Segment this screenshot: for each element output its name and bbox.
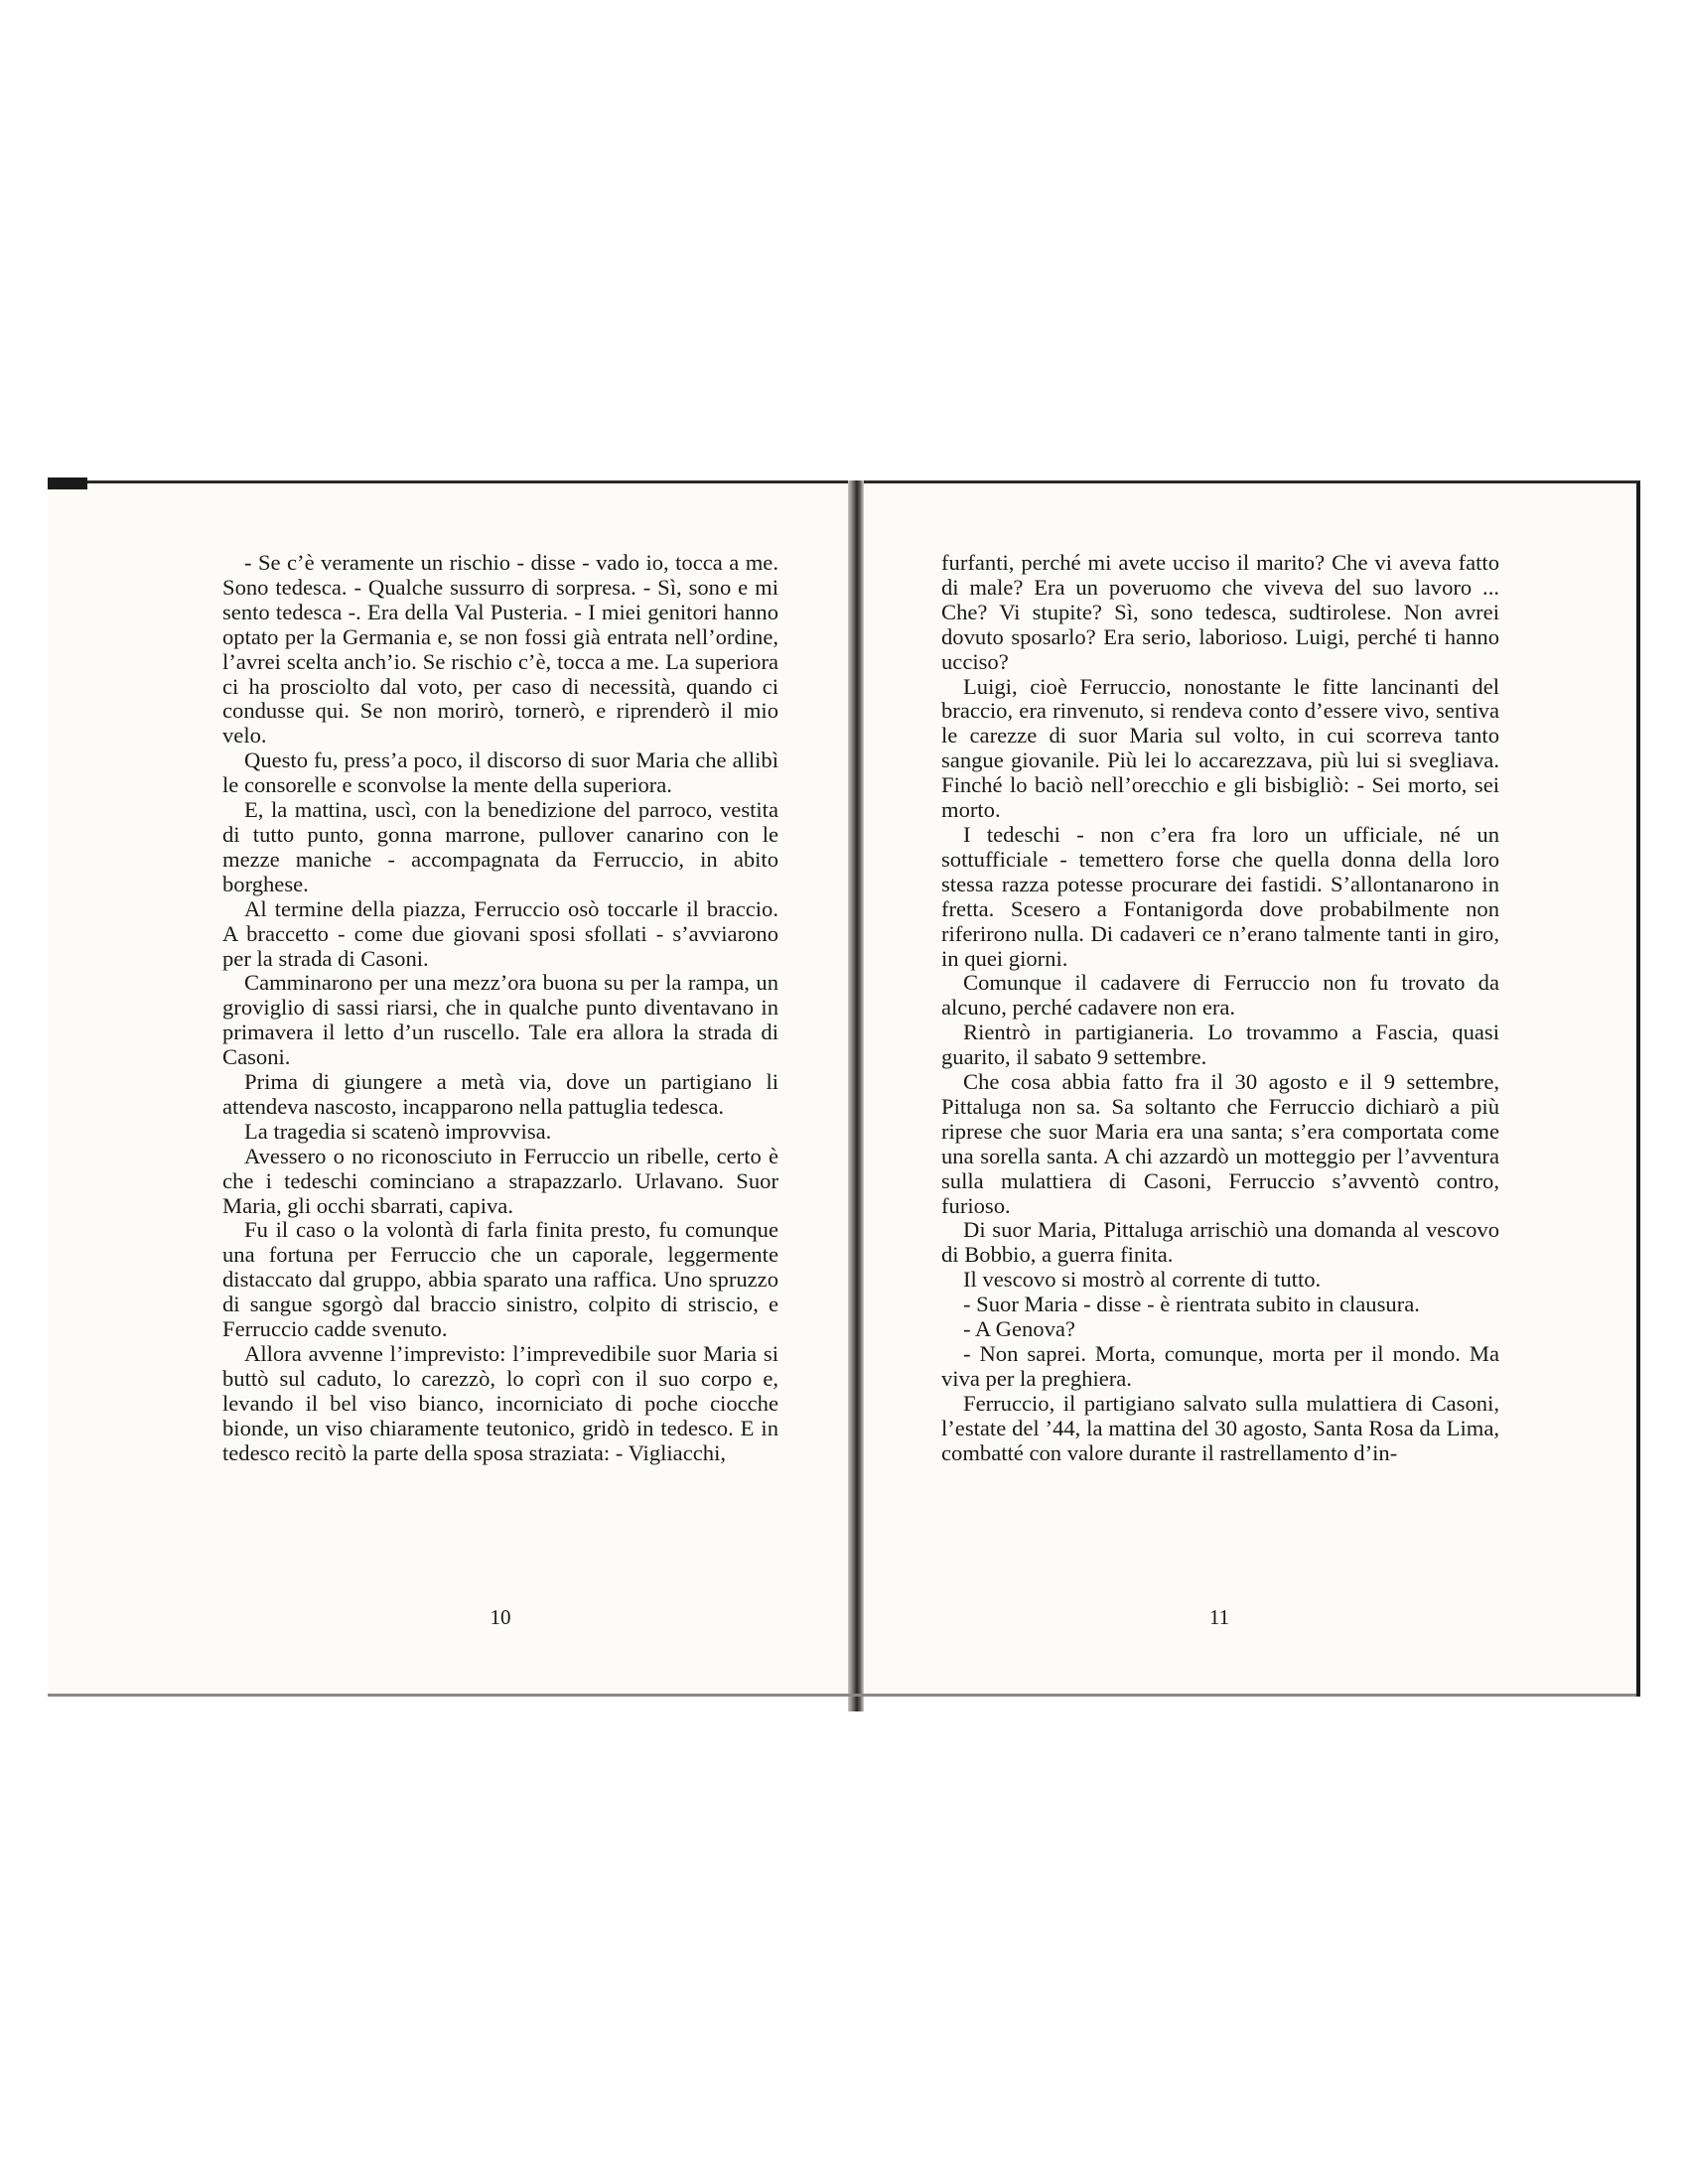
page-number: 11 xyxy=(1208,1605,1230,1629)
page-number: 10 xyxy=(490,1605,511,1629)
right-page xyxy=(864,480,1640,1697)
paragraph: Di suor Maria, Pittaluga arrischiò una domanda al vescovo di Bobbio, a guerra finita. xyxy=(941,1217,1499,1268)
right-page-text xyxy=(941,551,1499,1466)
paragraph: Fu il caso o la volontà di farla finita presto, fu comunque una fortuna per Ferruccio che un caporale, leggermente distaccato dal gruppo, abbia sparato una raffica. Uno spruzzo di sangue sgorgò dal braccio sinistro, colpito di striscio, e Ferruccio cadde svenuto. xyxy=(222,1217,778,1342)
paragraph: Rientrò in partigianeria. Lo trovammo a Fascia, quasi guarito, il sabato 9 settembre. xyxy=(941,1020,1499,1070)
book-spread xyxy=(48,480,1636,1694)
paragraph: - Se c’è veramente un rischio - disse - vado io, tocca a me. Sono tedesca. - Qualche sussurro di sorpresa. - Sì, sono e mi sento tedesca -. Era della Val Pusteria. - I miei genitori hanno optato per la Germania e, se non fossi già entrata nell’ordine, l’avrei scelta anch’io. Se rischio c’è, tocca a me. La superiora ci ha prosciolto dal voto, per caso di necessità, quando ci condusse qui. Se non morirò, tornerò, e riprenderò il mio velo. xyxy=(222,550,778,749)
book-gutter xyxy=(848,480,864,1711)
paragraph: furfanti, perché mi avete ucciso il marito? Che vi aveva fatto di male? Era un poveruomo che viveva del suo lavoro ... Che? Vi stupite? Sì, sono tedesca, sudtirolese. Non avrei dovuto sposarlo? Era serio, laborioso. Luigi, perché ti hanno ucciso? xyxy=(941,550,1499,674)
paragraph: E, la mattina, uscì, con la benedizione del parroco, vestita di tutto punto, gonna marrone, pullover canarino con le mezze maniche - accompagnata da Ferruccio, in abito borghese. xyxy=(222,797,778,896)
left-page xyxy=(48,480,848,1697)
paragraph: Allora avvenne l’imprevisto: l’imprevedibile suor Maria si buttò sul caduto, lo carezzò, lo coprì con il suo corpo e, levando il bel viso bianco, incorniciato di poche ciocche bionde, un viso chiaramente teutonico, gridò in tedesco. E in tedesco recitò la parte della sposa straziata: - Vigliacchi, xyxy=(222,1341,778,1465)
paragraph: - Suor Maria - disse - è rientrata subito in clausura. xyxy=(963,1292,1420,1317)
paragraph: Avessero o no riconosciuto in Ferruccio un ribelle, certo è che i tedeschi cominciano a strapazzarlo. Urlavano. Suor Maria, gli occhi sbarrati, capiva. xyxy=(222,1143,778,1218)
paragraph: Al termine della piazza, Ferruccio osò toccarle il braccio. A braccetto - come due giovani sposi sfollati - s’avviarono per la strada di Casoni. xyxy=(222,895,778,971)
left-page-text xyxy=(222,551,778,1466)
corner-mark xyxy=(48,478,87,489)
paragraph: Questo fu, press’a poco, il discorso di suor Maria che allibì le consorelle e sconvolse la mente della superiora. xyxy=(222,748,778,798)
paragraph: Camminarono per una mezz’ora buona su per la rampa, un groviglio di sassi riarsi, che in qualche punto diventavano in primavera il letto d’un ruscello. Tale era allora la strada di Casoni. xyxy=(222,970,778,1070)
paragraph: I tedeschi - non c’era fra loro un ufficiale, né un sottufficiale - temettero forse che quella donna della loro stessa razza potesse procurare dei fastidi. S’allontanarono in fretta. Scesero a Fontanigorda dove probabilmente non riferirono nulla. Di cadaveri ce n’erano talmente tanti in giro, in quei giorni. xyxy=(941,821,1499,971)
paragraph: Luigi, cioè Ferruccio, nonostante le fitte lancinanti del braccio, era rinvenuto, si rendeva conto d’essere vivo, sentiva le carezze di suor Maria sul volto, in cui scorreva tanto sangue giovanile. Più lei lo accarezzava, più lui si svegliava. Finché lo baciò nell’orecchio e gli bisbigliò: - Sei morto, sei morto. xyxy=(941,673,1499,823)
paragraph: - Non saprei. Morta, comunque, morta per il mondo. Ma viva per la preghiera. xyxy=(941,1341,1499,1391)
paragraph: Prima di giungere a metà via, dove un partigiano li attendeva nascosto, incapparono nella pattuglia tedesca. xyxy=(222,1069,778,1119)
paragraph: Ferruccio, il partigiano salvato sulla mulattiera di Casoni, l’estate del ’44, la mattina del 30 agosto, Santa Rosa da Lima, combatté con valore durante il rastrellamento d’in- xyxy=(941,1390,1499,1465)
paragraph: - A Genova? xyxy=(963,1316,1075,1342)
paragraph: Che cosa abbia fatto fra il 30 agosto e il 9 settembre, Pittaluga non sa. Sa soltanto che Ferruccio dichiarò a più riprese che suor Maria era una santa; s’era comportata come una sorella santa. A chi azzardò un motteggio per l’avventura sulla mulattiera di Casoni, Ferruccio s’avventò contro, furioso. xyxy=(941,1069,1499,1218)
paragraph: La tragedia si scatenò improvvisa. xyxy=(244,1118,552,1144)
page-bottom-edge xyxy=(48,1694,1636,1697)
paragraph: Comunque il cadavere di Ferruccio non fu trovato da alcuno, perché cadavere non era. xyxy=(941,970,1499,1021)
paragraph: Il vescovo si mostrò al corrente di tutto. xyxy=(963,1267,1322,1293)
